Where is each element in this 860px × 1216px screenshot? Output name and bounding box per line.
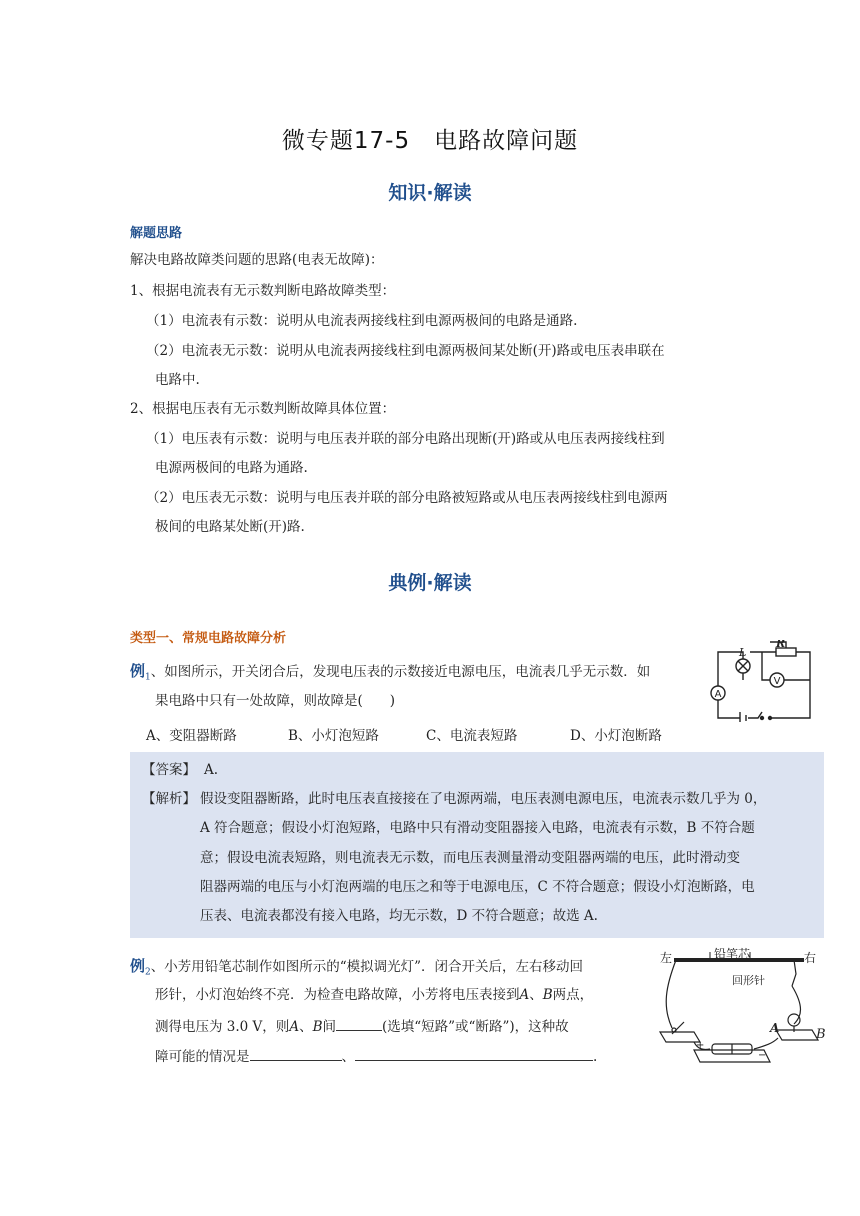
solving-label: 解题思路 bbox=[130, 226, 183, 241]
ex2-line3: 测得电压为 3.0 V，则A、B间 (选填“短路”或“断路”)，这种故 bbox=[155, 1016, 569, 1037]
analysis-line-4: 阻器两端的电压与小灯泡两端的电压之和等于电源电压，C 不符合题意；假设小灯泡断路，电 bbox=[200, 879, 755, 895]
fig2-left-label: 左 bbox=[660, 951, 673, 965]
ex2-blank-3[interactable] bbox=[355, 1046, 593, 1061]
point-1b-line2: 电路中. bbox=[155, 372, 200, 388]
fig2-plus-label: + bbox=[696, 1040, 705, 1051]
dimmer-diagram bbox=[654, 946, 830, 1072]
fig1-lamp-label: L bbox=[739, 646, 747, 659]
page-title: 微专题17-5 电路故障问题 bbox=[281, 128, 579, 154]
answer-line bbox=[142, 760, 218, 780]
fig2-point-b-label: B bbox=[816, 1027, 826, 1042]
point-1: 1、根据电流表有无示数判断电路故障类型： bbox=[130, 283, 396, 299]
ex2-line2: 形针，小灯泡始终不亮．为检查电路故障，小芳将电压表接到A、B两点， bbox=[155, 987, 594, 1003]
point-2a-line1: （1）电压表有示数：说明与电压表并联的部分电路出现断(开)路或从电压表两接线柱到 bbox=[146, 431, 665, 447]
ex1-option-c: C、电流表短路 bbox=[426, 728, 518, 744]
ex1-num: 1 bbox=[145, 672, 151, 683]
ex1-line2: 果电路中只有一处故障，则故障是( ) bbox=[155, 693, 396, 709]
ex2-label: 例 bbox=[130, 957, 146, 975]
ex2-text1: 、小芳用铅笔芯制作如图所示的“模拟调光灯”．闭合开关后，左右移动回 bbox=[150, 959, 584, 975]
ex2-line1 bbox=[130, 956, 583, 983]
type1-label: 类型一、常规电路故障分析 bbox=[130, 631, 287, 646]
ex2-blank-2[interactable] bbox=[250, 1046, 342, 1061]
ex1-option-d: D、小灯泡断路 bbox=[570, 728, 662, 744]
analysis-line-3: 意；假设电流表短路，则电流表无示数，而电压表测量滑动变阻器两端的电压，此时滑动变 bbox=[200, 850, 740, 866]
point-2b-line1: （2）电压表无示数：说明与电压表并联的部分电路被短路或从电压表两接线柱到电源两 bbox=[146, 490, 668, 506]
ex1-text1: 、如图所示，开关闭合后，发现电压表的示数接近电源电压，电流表几乎无示数．如 bbox=[150, 664, 651, 680]
analysis-line-1: 假设变阻器断路，此时电压表直接接在了电源两端，电压表测电源电压，电流表示数几乎为 0， bbox=[200, 791, 767, 807]
fig2-point-a-label: A bbox=[770, 1021, 780, 1035]
ex2-num: 2 bbox=[145, 967, 151, 978]
analysis-tag: 【解析】 bbox=[142, 791, 196, 807]
answer-tag: 【答案】 bbox=[142, 762, 196, 778]
point-1a: （1）电流表有示数：说明从电流表两接线柱到电源两极间的电路是通路. bbox=[146, 313, 578, 329]
ex1-line1 bbox=[130, 661, 650, 688]
analysis-line-2: A 符合题意；假设小灯泡短路，电路中只有滑动变阻器接入电路，电流表有示数，B 不符合题 bbox=[200, 820, 755, 836]
point-1b-line1: （2）电流表无示数：说明从电流表两接线柱到电源两极间某处断(开)路或电压表串联在 bbox=[146, 343, 665, 359]
intro-text: 解决电路故障类问题的思路(电表无故障)： bbox=[130, 252, 384, 268]
ex1-option-b: B、小灯泡短路 bbox=[288, 728, 379, 744]
point-2a-line2: 电源两极间的电路为通路. bbox=[155, 460, 308, 476]
circuit-diagram-1 bbox=[706, 640, 816, 722]
fig2-core-label: 铅笔芯 bbox=[714, 947, 751, 961]
fig1-voltmeter-label: V bbox=[773, 676, 781, 687]
point-2b-line2: 极间的电路某处断(开)路. bbox=[155, 519, 305, 535]
ex1-label: 例 bbox=[130, 662, 146, 680]
fig2-right-label: 右 bbox=[804, 951, 817, 965]
ex1-option-a: A、变阻器断路 bbox=[146, 728, 237, 744]
fig1-resistor-label: R bbox=[776, 640, 786, 650]
ex2-blank-1[interactable] bbox=[336, 1016, 382, 1031]
fig2-clip-label: 回形针 bbox=[732, 974, 765, 987]
example-heading: 典例·解读 bbox=[388, 572, 472, 594]
fig1-ammeter-label: A bbox=[714, 689, 722, 700]
knowledge-heading: 知识·解读 bbox=[388, 182, 472, 204]
analysis-line-5: 压表、电流表都没有接入电路，均无示数，D 不符合题意；故选 A. bbox=[200, 908, 598, 924]
fig2-minus-label: − bbox=[758, 1050, 767, 1061]
point-2: 2、根据电压表有无示数判断故障具体位置： bbox=[130, 401, 396, 417]
answer-text: A. bbox=[204, 762, 219, 778]
ex2-line4: 障可能的情况是 、 . bbox=[155, 1046, 597, 1067]
